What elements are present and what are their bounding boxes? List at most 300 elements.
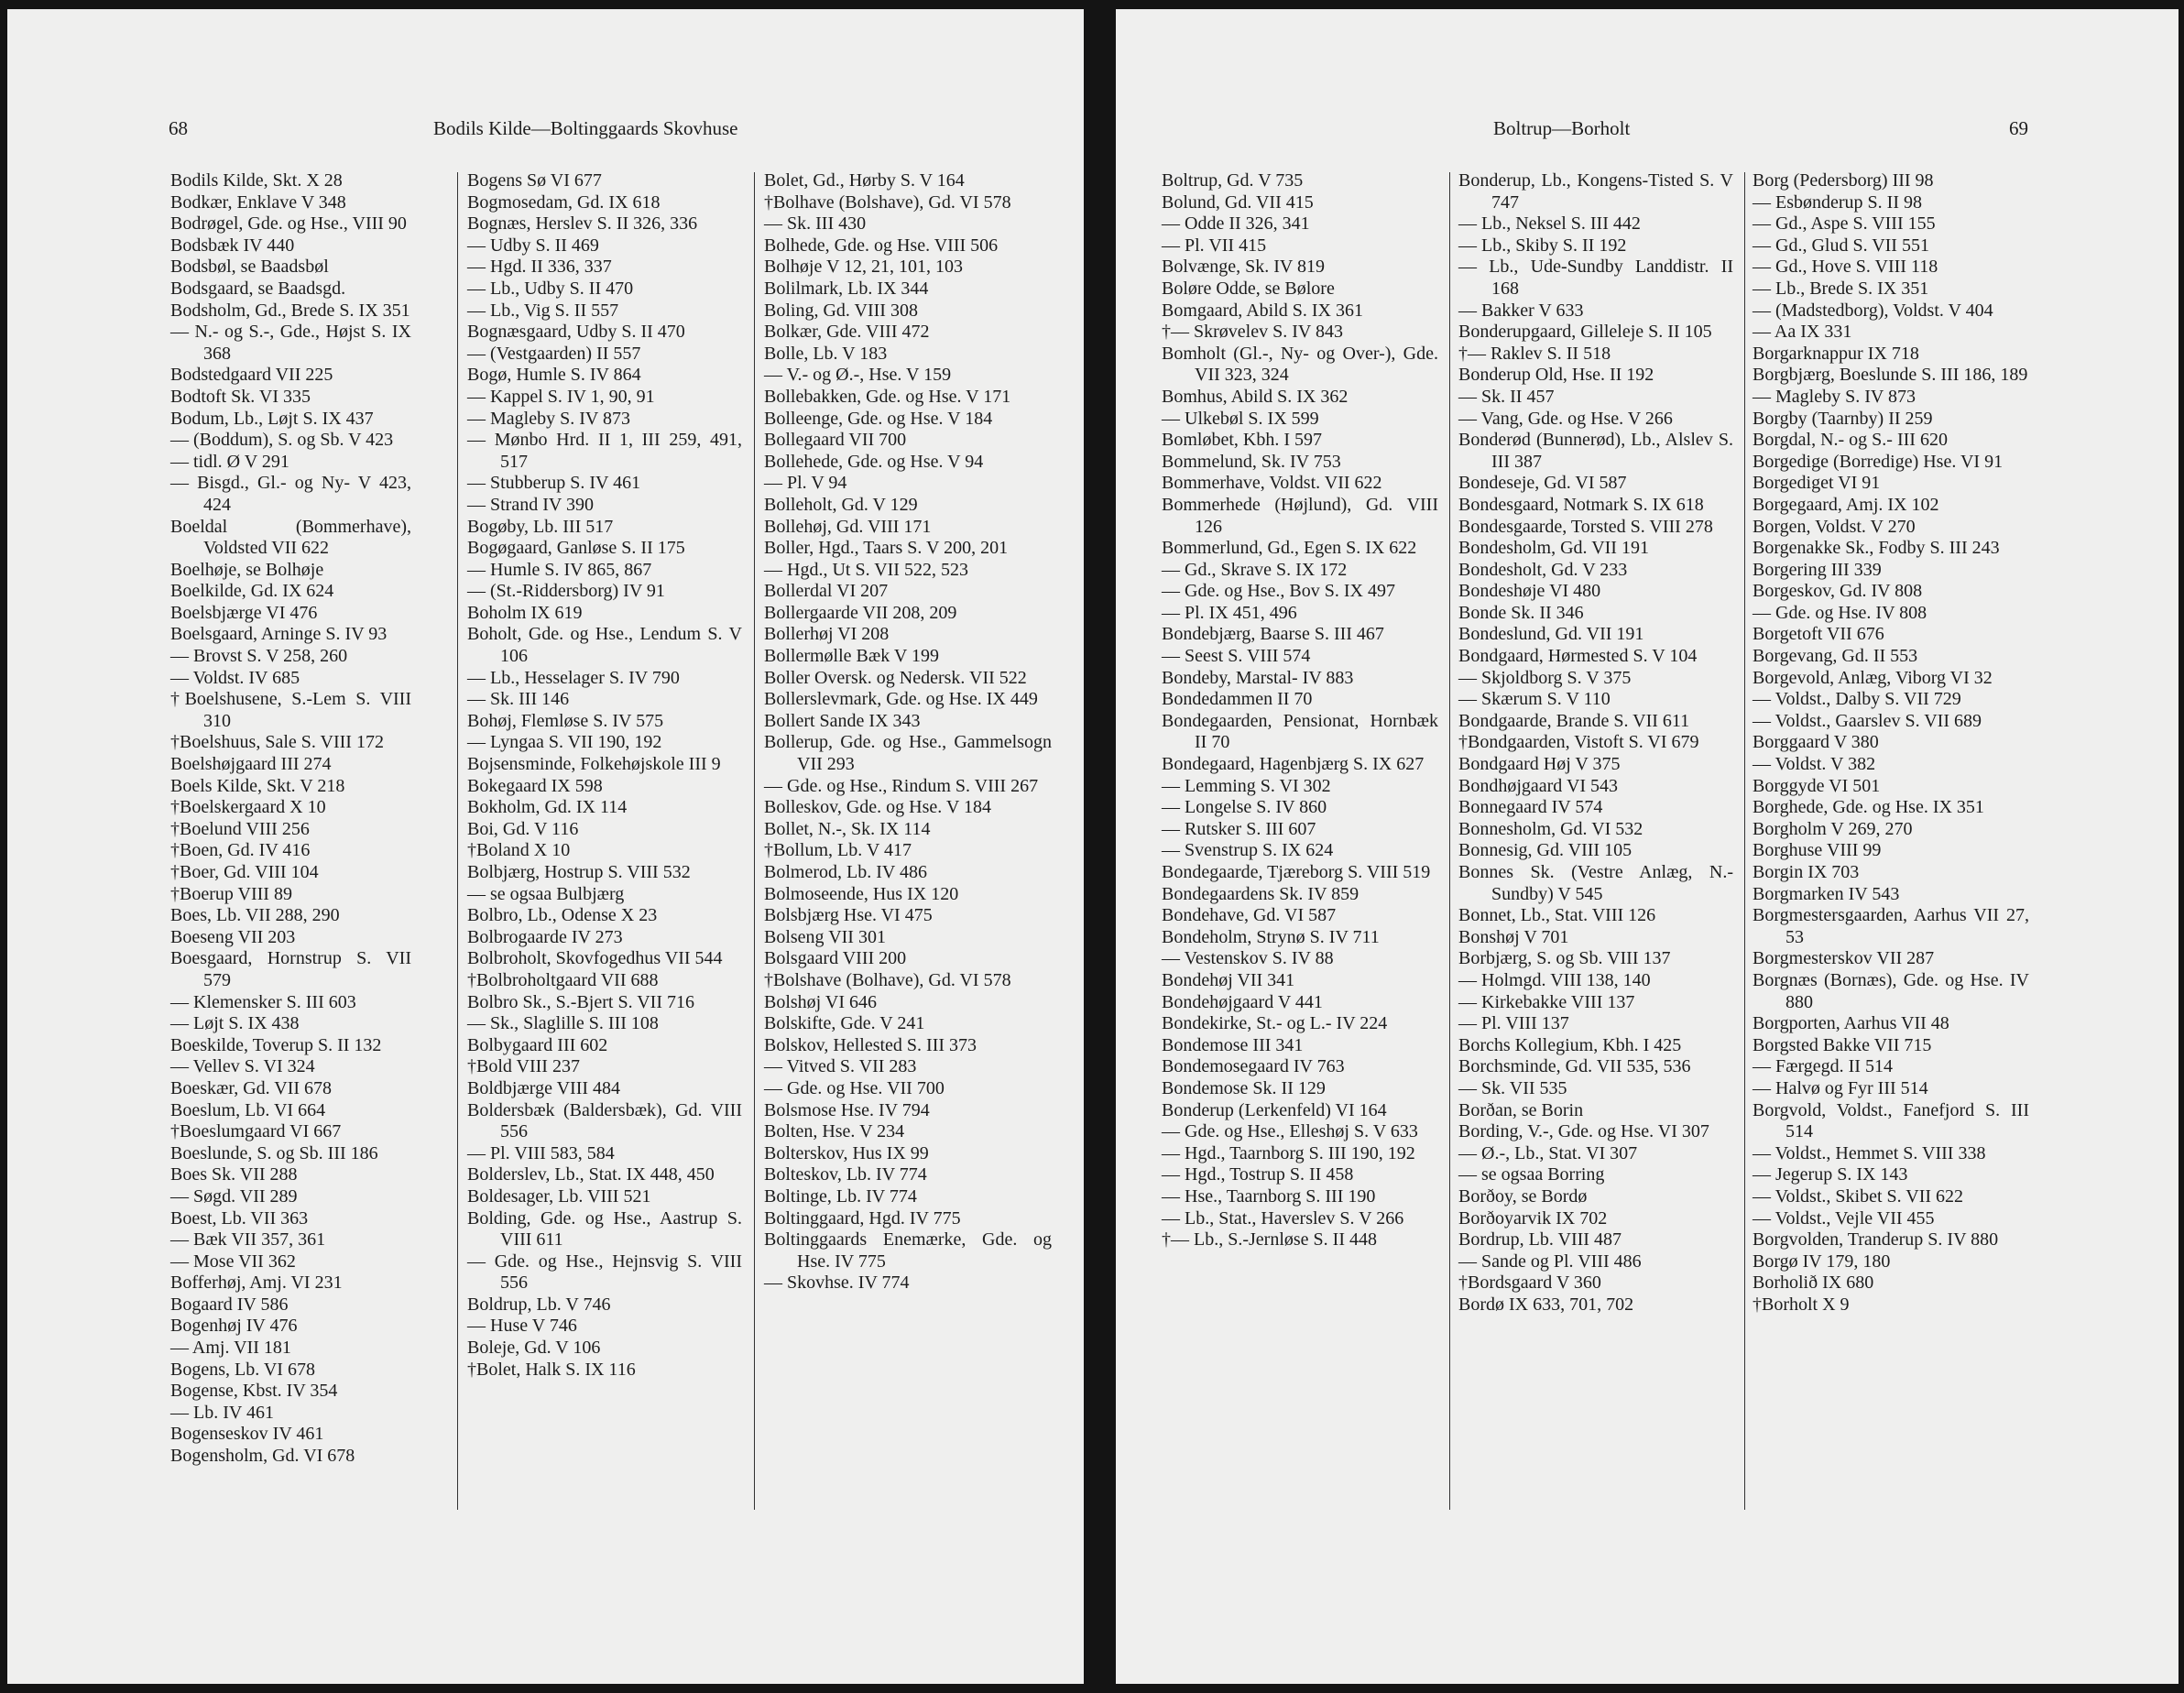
index-entry: — Gd., Aspe S. VIII 155: [1753, 213, 1936, 235]
index-entry: Borgdal, N.- og S.- III 620: [1753, 430, 1948, 451]
index-entry: Bonde Sk. II 346: [1458, 602, 1584, 623]
index-entry: Bokegaard IX 598: [467, 775, 603, 796]
index-entry: †Bollum, Lb. V 417: [764, 840, 912, 861]
index-entry: — Lyngaa S. VII 190, 192: [467, 732, 662, 753]
index-entry: — Pl. VIII 137: [1458, 1013, 1569, 1034]
index-entry: Bolleholt, Gd. V 129: [764, 494, 918, 515]
index-entry: Bondegaardens Sk. IV 859: [1162, 883, 1360, 904]
index-entry: Borðan, se Borin: [1458, 1099, 1584, 1120]
index-entry: Bohøj, Flemløse S. IV 575: [467, 710, 664, 731]
index-entry: Borgmarken IV 543: [1753, 883, 1900, 904]
index-entry: — Longelse S. IV 860: [1162, 797, 1327, 818]
index-entry: — Rutsker S. III 607: [1162, 818, 1316, 839]
index-entry: Bolteskov, Lb. IV 774: [764, 1164, 927, 1185]
index-entry: Bondegaarden, Pensionat, Hornbæk II 70: [1162, 710, 1438, 753]
index-entry: Bodsholm, Gd., Brede S. IX 351: [170, 300, 410, 321]
index-column-2: [1458, 170, 1733, 1316]
index-entry: — Holmgd. VIII 138, 140: [1458, 969, 1651, 990]
index-entry: — Seest S. VIII 574: [1162, 646, 1311, 667]
index-entry: — Huse V 746: [467, 1316, 577, 1337]
index-entry: — Jegerup S. IX 143: [1753, 1164, 1908, 1185]
index-entry: Bommerhave, Voldst. VII 622: [1162, 473, 1382, 494]
index-entry: Boi, Gd. V 116: [467, 818, 579, 839]
index-entry: — Hgd., Taarnborg S. III 190, 192: [1162, 1142, 1415, 1163]
index-entry: — Brovst S. V 258, 260: [170, 646, 348, 667]
index-entry: Bonnesig, Gd. VIII 105: [1458, 840, 1633, 861]
index-entry: Bonnes Sk. (Vestre Anlæg, N.-Sundby) V 545: [1458, 862, 1733, 904]
index-entry: Borbjærg, S. og Sb. VIII 137: [1458, 948, 1671, 969]
index-entry: — Ø.-, Lb., Stat. VI 307: [1458, 1142, 1638, 1163]
index-entry: Bommerlund, Gd., Egen S. IX 622: [1162, 538, 1417, 559]
index-entry: Boelshøjgaard III 274: [170, 754, 332, 775]
index-entry: Bolderslev, Lb., Stat. IX 448, 450: [467, 1164, 715, 1185]
index-entry: Bondesholm, Gd. VII 191: [1458, 538, 1649, 559]
right-page: [1116, 9, 2179, 1684]
index-entry: †Borholt X 9: [1753, 1294, 1850, 1315]
index-entry: Borgering III 339: [1753, 559, 1882, 580]
index-entry: — Vang, Gde. og Hse. V 266: [1458, 408, 1673, 429]
index-entry: — Skovhse. IV 774: [764, 1272, 910, 1294]
index-entry: Bording, V.-, Gde. og Hse. VI 307: [1458, 1121, 1709, 1142]
index-entry: — Løjt S. IX 438: [170, 1013, 300, 1034]
index-entry: — Strand IV 390: [467, 494, 594, 515]
index-entry: Boldesager, Lb. VIII 521: [467, 1185, 651, 1207]
index-entry: Bolskifte, Gde. V 241: [764, 1013, 925, 1034]
index-entry: †— Raklev S. II 518: [1458, 343, 1611, 364]
index-entry: Bolsgaard VIII 200: [764, 948, 907, 969]
index-entry: — Gde. og Hse. IV 808: [1753, 602, 1927, 623]
index-entry: Bollermølle Bæk V 199: [764, 646, 939, 667]
index-entry: Bodum, Lb., Løjt S. IX 437: [170, 408, 374, 429]
index-entry: Borgmesterskov VII 287: [1753, 948, 1935, 969]
index-entry: Borgholm V 269, 270: [1753, 818, 1913, 839]
index-column-3: [1753, 170, 2029, 1316]
index-entry: Boltinggaard, Hgd. IV 775: [764, 1207, 961, 1229]
index-entry: Bognæsgaard, Udby S. II 470: [467, 322, 685, 343]
index-entry: Bondeholm, Strynø S. IV 711: [1162, 926, 1380, 947]
running-head: Boltrup—Borholt: [1493, 117, 1631, 139]
index-entry: — Svenstrup S. IX 624: [1162, 840, 1334, 861]
index-entry: Bolhede, Gde. og Hse. VIII 506: [764, 235, 999, 256]
index-entry: — Lb., Hesselager S. IV 790: [467, 667, 680, 688]
index-entry: — (St.-Riddersborg) IV 91: [467, 581, 665, 602]
index-entry: Bodsbøl, se Baadsbøl: [170, 257, 329, 278]
index-entry: Bolmoseende, Hus IX 120: [764, 883, 959, 904]
index-entry: Bokholm, Gd. IX 114: [467, 797, 628, 818]
index-entry: Bondemose III 341: [1162, 1034, 1304, 1055]
index-entry: Bondesgaard, Notmark S. IX 618: [1458, 494, 1704, 515]
index-entry: — Voldst., Vejle VII 455: [1753, 1207, 1935, 1229]
index-entry: Bollebakken, Gde. og Hse. V 171: [764, 386, 1011, 407]
index-entry: Boeskær, Gd. VII 678: [170, 1077, 333, 1098]
index-entry: Borggaard V 380: [1753, 732, 1879, 753]
index-entry: Bogens, Lb. VI 678: [170, 1359, 315, 1380]
index-entry: — Sande og Pl. VIII 486: [1458, 1251, 1642, 1272]
index-entry: — Hgd., Ut S. VII 522, 523: [764, 559, 968, 580]
index-entry: †Bondgaarden, Vistoft S. VI 679: [1458, 732, 1699, 753]
index-entry: — Magleby S. IV 873: [1753, 386, 1916, 407]
index-entry: Bolbjærg, Hostrup S. VIII 532: [467, 862, 691, 882]
index-entry: Borgø IV 179, 180: [1753, 1251, 1891, 1272]
index-entry: — Pl. V 94: [764, 473, 847, 494]
index-entry: Bollergaarde VII 208, 209: [764, 602, 957, 623]
index-entry: Bollerdal VI 207: [764, 581, 889, 602]
index-entry: — Voldst. V 382: [1753, 754, 1876, 775]
index-entry: Borghede, Gde. og Hse. IX 351: [1753, 797, 1984, 818]
index-entry: — Gde. og Hse. VII 700: [764, 1077, 945, 1098]
column-rule: [1744, 172, 1745, 1510]
index-entry: — Bakker V 633: [1458, 300, 1584, 321]
index-entry: Bogaard IV 586: [170, 1294, 289, 1315]
index-entry: Boeskilde, Toverup S. II 132: [170, 1034, 382, 1055]
index-entry: Bolleskov, Gde. og Hse. V 184: [764, 797, 991, 818]
index-entry: Borgbjærg, Boeslunde S. III 186, 189: [1753, 365, 2028, 386]
index-entry: Bolten, Hse. V 234: [764, 1121, 905, 1142]
index-entry: Bomholt (Gl.-, Ny- og Over-), Gde. VII 323, 324: [1162, 343, 1438, 386]
index-entry: Borghuse VIII 99: [1753, 840, 1882, 861]
index-entry: Boeldal (Bommerhave), Voldsted VII 622: [170, 516, 411, 559]
index-entry: Bogense, Kbst. IV 354: [170, 1381, 338, 1402]
index-entry: Borðoyarvik IX 702: [1458, 1207, 1608, 1229]
left-page: [7, 9, 1084, 1684]
index-entry: — Kirkebakke VIII 137: [1458, 991, 1635, 1012]
index-entry: Bogø, Humle S. IV 864: [467, 365, 641, 386]
index-entry: — V.- og Ø.-, Hse. V 159: [764, 365, 952, 386]
index-entry: Bofferhøj, Amj. VI 231: [170, 1272, 343, 1294]
index-entry: Boldrup, Lb. V 746: [467, 1294, 611, 1315]
index-entry: Borg (Pedersborg) III 98: [1753, 170, 1934, 191]
index-entry: — Vitved S. VII 283: [764, 1056, 917, 1077]
index-entry: Bondemose Sk. II 129: [1162, 1077, 1326, 1098]
index-entry: †Boeslumgaard VI 667: [170, 1121, 342, 1142]
index-entry: Boleje, Gd. V 106: [467, 1338, 601, 1359]
index-entry: †Bold VIII 237: [467, 1056, 580, 1077]
index-entry: — se ogsaa Borring: [1458, 1164, 1605, 1185]
index-entry: Bogensholm, Gd. VI 678: [170, 1446, 355, 1467]
index-entry: — Skjoldborg S. V 375: [1458, 667, 1632, 688]
index-entry: †Boland X 10: [467, 840, 571, 861]
index-entry: Boelsbjærge VI 476: [170, 602, 318, 623]
index-entry: Bolle, Lb. V 183: [764, 343, 888, 364]
index-entry: Bollegaard VII 700: [764, 430, 907, 451]
index-entry: — Gd., Glud S. VII 551: [1753, 235, 1929, 256]
index-entry: Bollet, N.-, Sk. IX 114: [764, 818, 931, 839]
index-entry: Bondehave, Gd. VI 587: [1162, 905, 1337, 926]
index-entry: — Vestenskov S. IV 88: [1162, 948, 1334, 969]
index-entry: †Bolshave (Bolhave), Gd. VI 578: [764, 969, 1011, 990]
index-entry: Bolseng VII 301: [764, 926, 886, 947]
index-entry: †Boerup VIII 89: [170, 883, 292, 904]
index-entry: — Bæk VII 357, 361: [170, 1229, 326, 1251]
index-entry: Bolmerod, Lb. IV 486: [764, 862, 927, 882]
index-entry: — Gde. og Hse., Elleshøj S. V 633: [1162, 1121, 1418, 1142]
index-entry: Bodils Kilde, Skt. X 28: [170, 170, 343, 191]
index-entry: Bondeslund, Gd. VII 191: [1458, 624, 1644, 645]
index-entry: — Klemensker S. III 603: [170, 991, 356, 1012]
index-entry: Bolvænge, Sk. IV 819: [1162, 257, 1325, 278]
index-entry: Borgporten, Aarhus VII 48: [1753, 1013, 1949, 1034]
index-entry: †Bordsgaard V 360: [1458, 1272, 1601, 1294]
index-entry: — Sk. VII 535: [1458, 1077, 1567, 1098]
index-entry: Bogmosedam, Gd. IX 618: [467, 191, 661, 213]
index-entry: †Boelshuus, Sale S. VIII 172: [170, 732, 384, 753]
index-entry: Borgetoft VII 676: [1753, 624, 1884, 645]
column-rule: [754, 172, 755, 1510]
index-entry: Bonderød (Bunnerød), Lb., Alslev S. III 387: [1458, 430, 1733, 472]
index-entry: Bollehede, Gde. og Hse. V 94: [764, 451, 984, 472]
index-entry: — Lb., Vig S. II 557: [467, 300, 619, 321]
index-entry: — Aa IX 331: [1753, 322, 1852, 343]
index-entry: Boeslunde, S. og Sb. III 186: [170, 1142, 378, 1163]
index-entry: — Voldst., Dalby S. VII 729: [1753, 689, 1961, 710]
index-entry: Bomløbet, Kbh. I 597: [1162, 430, 1322, 451]
index-entry: Bondegaarde, Tjæreborg S. VIII 519: [1162, 862, 1431, 882]
index-entry: — Voldst., Skibet S. VII 622: [1753, 1185, 1964, 1207]
index-entry: Bollerup, Gde. og Hse., Gammelsogn VII 293: [764, 732, 1052, 775]
index-entry: Bodsgaard, se Baadsgd.: [170, 278, 346, 299]
index-entry: †Bolhave (Bolshave), Gd. VI 578: [764, 191, 1011, 213]
index-entry: Borchsminde, Gd. VII 535, 536: [1458, 1056, 1691, 1077]
index-entry: Bondemosegaard IV 763: [1162, 1056, 1345, 1077]
page-number: 69: [2009, 117, 2028, 139]
index-entry: — (Vestgaarden) II 557: [467, 343, 641, 364]
index-entry: Bolbygaard III 602: [467, 1034, 608, 1055]
index-entry: Bonnegaard IV 574: [1458, 797, 1603, 818]
index-entry: Bodrøgel, Gde. og Hse., VIII 90: [170, 213, 407, 235]
index-entry: Borgediget VI 91: [1753, 473, 1881, 494]
index-entry: — Lb., Stat., Haverslev S. V 266: [1162, 1207, 1404, 1229]
index-entry: Borgin IX 703: [1753, 862, 1860, 882]
index-entry: †Bolet, Halk S. IX 116: [467, 1359, 636, 1380]
index-entry: Bondhøjgaard VI 543: [1458, 775, 1619, 796]
index-entry: †Boer, Gd. VIII 104: [170, 862, 319, 882]
index-entry: — Pl. IX 451, 496: [1162, 602, 1297, 623]
index-entry: — Hgd., Tostrup S. II 458: [1162, 1164, 1354, 1185]
index-entry: Boes Sk. VII 288: [170, 1164, 298, 1185]
index-entry: Bolbrogaarde IV 273: [467, 926, 623, 947]
index-entry: Bondedammen II 70: [1162, 689, 1313, 710]
index-entry: †Bolbroholtgaard VII 688: [467, 969, 659, 990]
index-entry: Boeseng VII 203: [170, 926, 296, 947]
index-entry: Bolkær, Gde. VIII 472: [764, 322, 930, 343]
index-entry: — Ulkebøl S. IX 599: [1162, 408, 1319, 429]
index-entry: — Voldst., Hemmet S. VIII 338: [1753, 1142, 1986, 1163]
index-entry: — Søgd. VII 289: [170, 1185, 298, 1207]
index-entry: Borgsted Bakke VII 715: [1753, 1034, 1932, 1055]
index-entry: Bolterskov, Hus IX 99: [764, 1142, 929, 1163]
index-entry: Borgevang, Gd. II 553: [1753, 646, 1918, 667]
index-entry: — Halvø og Fyr III 514: [1753, 1077, 1928, 1098]
column-rule: [457, 172, 458, 1510]
index-entry: Bogenseskov IV 461: [170, 1424, 324, 1445]
index-entry: Boelhøje, se Bolhøje: [170, 559, 324, 580]
index-entry: Bogøgaard, Ganløse S. II 175: [467, 538, 685, 559]
index-entry: — Lemming S. VI 302: [1162, 775, 1331, 796]
index-entry: Borgeskov, Gd. IV 808: [1753, 581, 1923, 602]
index-entry: Borgevold, Anlæg, Viborg VI 32: [1753, 667, 1993, 688]
page-number: 68: [169, 117, 188, 139]
index-entry: Boller Oversk. og Nedersk. VII 522: [764, 667, 1027, 688]
index-entry: Borgedige (Borredige) Hse. VI 91: [1753, 451, 2004, 472]
index-entry: †Boelund VIII 256: [170, 818, 310, 839]
index-entry: Bondesholt, Gd. V 233: [1458, 559, 1628, 580]
index-entry: Bondegaard, Hagenbjærg S. IX 627: [1162, 754, 1425, 775]
index-entry: — Udby S. II 469: [467, 235, 599, 256]
index-entry: Boeslum, Lb. VI 664: [170, 1099, 326, 1120]
index-entry: Bondekirke, St.- og L.- IV 224: [1162, 1013, 1388, 1034]
index-entry: Borgen, Voldst. V 270: [1753, 516, 1916, 537]
index-entry: Bondgaard, Hørmested S. V 104: [1458, 646, 1698, 667]
index-entry: — tidl. Ø V 291: [170, 451, 289, 472]
index-entry: — Gde. og Hse., Bov S. IX 497: [1162, 581, 1395, 602]
index-entry: Bolbro Sk., S.-Bjert S. VII 716: [467, 991, 694, 1012]
index-entry: — Voldst. IV 685: [170, 667, 300, 688]
index-entry: Bogøby, Lb. III 517: [467, 516, 614, 537]
index-entry: — Pl. VII 415: [1162, 235, 1267, 256]
index-entry: Bollerslevmark, Gde. og Hse. IX 449: [764, 689, 1038, 710]
index-entry: Bogenhøj IV 476: [170, 1316, 298, 1337]
index-entry: — Esbønderup S. II 98: [1753, 191, 1922, 213]
index-entry: — Skærum S. V 110: [1458, 689, 1611, 710]
index-entry: Boldersbæk (Baldersbæk), Gd. VIII 556: [467, 1099, 742, 1142]
index-entry: — Hgd. II 336, 337: [467, 257, 612, 278]
index-entry: — N.- og S.-, Gde., Højst S. IX 368: [170, 322, 411, 364]
index-entry: — Lb. IV 461: [170, 1402, 274, 1423]
index-entry: †Boelshusene, S.-Lem S. VIII 310: [170, 689, 411, 731]
index-entry: Borggyde VI 501: [1753, 775, 1881, 796]
index-entry: Bodtoft Sk. VI 335: [170, 386, 311, 407]
index-entry: Boløre Odde, se Bølore: [1162, 278, 1335, 299]
index-entry: — Kappel S. IV 1, 90, 91: [467, 386, 655, 407]
index-entry: — Lb., Neksel S. III 442: [1458, 213, 1641, 235]
index-entry: Borgegaard, Amj. IX 102: [1753, 494, 1939, 515]
index-entry: Bondesgaarde, Torsted S. VIII 278: [1458, 516, 1713, 537]
index-entry: Borchs Kollegium, Kbh. I 425: [1458, 1034, 1682, 1055]
index-entry: Boltinggaards Enemærke, Gde. og Hse. IV 775: [764, 1229, 1052, 1272]
index-entry: Boldbjærge VIII 484: [467, 1077, 621, 1098]
index-entry: — (Boddum), S. og Sb. V 423: [170, 430, 394, 451]
index-entry: Bollerhøj VI 208: [764, 624, 890, 645]
index-entry: Boelsgaard, Arninge S. IV 93: [170, 624, 388, 645]
index-entry: Bomhus, Abild S. IX 362: [1162, 386, 1349, 407]
index-entry: Bondehøjgaard V 441: [1162, 991, 1323, 1012]
index-entry: Bolskov, Hellested S. III 373: [764, 1034, 977, 1055]
index-entry: Borgmestersgaarden, Aarhus VII 27, 53: [1753, 905, 2029, 947]
index-entry: — Hse., Taarnborg S. III 190: [1162, 1185, 1376, 1207]
index-entry: Bolshøj VI 646: [764, 991, 877, 1012]
index-entry: Bogens Sø VI 677: [467, 170, 602, 191]
index-entry: Bondebjærg, Baarse S. III 467: [1162, 624, 1384, 645]
index-entry: Boltrup, Gd. V 735: [1162, 170, 1304, 191]
index-entry: Bonderup, Lb., Kongens-Tisted S. V 747: [1458, 170, 1733, 213]
index-entry: — Sk. III 430: [764, 213, 867, 235]
index-entry: — Bisgd., Gl.- og Ny- V 423, 424: [170, 473, 411, 515]
index-entry: Borgvold, Voldst., Fanefjord S. III 514: [1753, 1099, 2029, 1142]
index-entry: Bolbro, Lb., Odense X 23: [467, 905, 658, 926]
running-head: Bodils Kilde—Boltinggaards Skovhuse: [433, 117, 738, 139]
index-entry: Borgby (Taarnby) II 259: [1753, 408, 1933, 429]
index-entry: Bollehøj, Gd. VIII 171: [764, 516, 932, 537]
index-entry: Boltinge, Lb. IV 774: [764, 1185, 917, 1207]
index-entry: Bommelund, Sk. IV 753: [1162, 451, 1341, 472]
index-entry: Borðoy, se Bordø: [1458, 1185, 1588, 1207]
index-column-3: [764, 170, 1052, 1294]
index-entry: — Amj. VII 181: [170, 1338, 291, 1359]
index-entry: Bolhøje V 12, 21, 101, 103: [764, 257, 964, 278]
index-entry: — Lb., Ude-Sundby Landdistr. II 168: [1458, 257, 1733, 299]
index-entry: Bonnet, Lb., Stat. VIII 126: [1458, 905, 1656, 926]
index-entry: — Sk. III 146: [467, 689, 570, 710]
index-entry: — Odde II 326, 341: [1162, 213, 1310, 235]
index-entry: Bolbroholt, Skovfogedhus VII 544: [467, 948, 723, 969]
index-entry: Bojsensminde, Folkehøjskole III 9: [467, 754, 721, 775]
index-entry: †— Skrøvelev S. IV 843: [1162, 322, 1343, 343]
index-entry: Bondehøj VII 341: [1162, 969, 1295, 990]
index-entry: Boholt, Gde. og Hse., Lendum S. V 106: [467, 624, 742, 667]
index-entry: Bodkær, Enklave V 348: [170, 191, 346, 213]
index-entry: — Stubberup S. IV 461: [467, 473, 641, 494]
index-entry: †— Lb., S.-Jernløse S. II 448: [1162, 1229, 1377, 1251]
index-entry: †Boen, Gd. IV 416: [170, 840, 311, 861]
index-entry: — Pl. VIII 583, 584: [467, 1142, 615, 1163]
index-entry: Bordø IX 633, 701, 702: [1458, 1294, 1634, 1315]
index-entry: — Voldst., Gaarslev S. VII 689: [1753, 710, 1982, 731]
index-entry: Boelkilde, Gd. IX 624: [170, 581, 334, 602]
index-entry: Bordrup, Lb. VIII 487: [1458, 1229, 1622, 1251]
index-entry: Borgenakke Sk., Fodby S. III 243: [1753, 538, 2000, 559]
index-entry: Boller, Hgd., Taars S. V 200, 201: [764, 538, 1009, 559]
index-entry: Bolilmark, Lb. IX 344: [764, 278, 929, 299]
index-entry: — Lb., Skiby S. II 192: [1458, 235, 1627, 256]
index-entry: Bodstedgaard VII 225: [170, 365, 333, 386]
index-entry: — Sk. II 457: [1458, 386, 1555, 407]
index-entry: Boling, Gd. VIII 308: [764, 300, 918, 321]
index-entry: — Lb., Brede S. IX 351: [1753, 278, 1929, 299]
index-entry: Bondgaarde, Brande S. VII 611: [1458, 710, 1690, 731]
index-entry: Bonderup Old, Hse. II 192: [1458, 365, 1654, 386]
index-entry: Bomgaard, Abild S. IX 361: [1162, 300, 1363, 321]
index-entry: — Lb., Udby S. II 470: [467, 278, 634, 299]
index-entry: Bondeby, Marstal- IV 883: [1162, 667, 1354, 688]
index-entry: — Humle S. IV 865, 867: [467, 559, 652, 580]
index-entry: Boesgaard, Hornstrup S. VII 579: [170, 948, 411, 990]
index-entry: Bolleenge, Gde. og Hse. V 184: [764, 408, 993, 429]
index-entry: Bondgaard Høj V 375: [1458, 754, 1621, 775]
index-entry: — Mose VII 362: [170, 1251, 296, 1272]
index-entry: Bolet, Gd., Hørby S. V 164: [764, 170, 965, 191]
index-entry: — Gde. og Hse., Rindum S. VIII 267: [764, 775, 1039, 796]
index-entry: Bonshøj V 701: [1458, 926, 1569, 947]
index-entry: Bolding, Gde. og Hse., Aastrup S. VIII 611: [467, 1207, 742, 1251]
index-entry: Bonderup (Lerkenfeld) VI 164: [1162, 1099, 1387, 1120]
index-entry: Bognæs, Herslev S. II 326, 336: [467, 213, 698, 235]
index-entry: Boels Kilde, Skt. V 218: [170, 775, 345, 796]
index-entry: Bodsbæk IV 440: [170, 235, 295, 256]
index-entry: — Magleby S. IV 873: [467, 408, 630, 429]
index-entry: Borholið IX 680: [1753, 1272, 1874, 1294]
index-entry: — Vellev S. VI 324: [170, 1056, 315, 1077]
column-rule: [1449, 172, 1450, 1510]
index-column-1: [170, 170, 411, 1468]
index-entry: Bonderupgaard, Gilleleje S. II 105: [1458, 322, 1712, 343]
index-column-1: [1162, 170, 1438, 1251]
index-entry: Boes, Lb. VII 288, 290: [170, 905, 340, 926]
index-entry: †Boelskergaard X 10: [170, 797, 326, 818]
index-entry: — se ogsaa Bulbjærg: [467, 883, 625, 904]
index-entry: — (Madstedborg), Voldst. V 404: [1753, 300, 1993, 321]
index-entry: — Gd., Hove S. VIII 118: [1753, 257, 1938, 278]
index-entry: Bolund, Gd. VII 415: [1162, 191, 1314, 213]
